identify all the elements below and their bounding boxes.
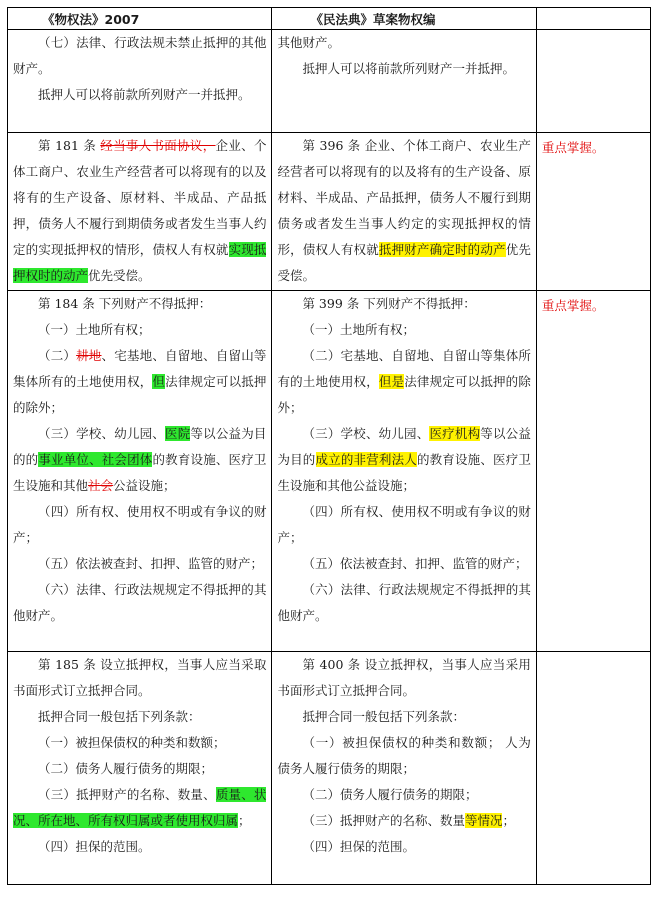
paragraph: （七）法律、行政法规未禁止抵押的其他财产。 (13, 35, 267, 77)
cell-note (536, 132, 650, 290)
text: （三）抵押财产的名称、数量、 (38, 787, 216, 803)
highlight-green: 实现抵押权时的动产 (13, 241, 267, 283)
note-text: 重点掌握。 (541, 139, 605, 155)
paragraph: （五）依法被查封、扣押、监管的财产； (38, 555, 264, 571)
highlight-yellow: 医疗机构 (429, 425, 481, 441)
paragraph: （四）所有权、使用权不明或有争议的财产； (277, 503, 531, 545)
article-title: 第 399 条 下列财产不得抵押： (302, 295, 476, 311)
table-row (8, 290, 651, 651)
text: 的教育设施、医疗卫生设施和其他公益设施； (277, 451, 531, 493)
paragraph: （四）所有权、使用权不明或有争议的财产； (13, 503, 267, 545)
text: 第 396 条 企业、个体工商户、农业生产经营者可以将现有的以及将有的生产设备、原材料、半成品、产品抵押，债务人不履行到期债务或者发生当事人约定的实现抵押权的情形，债权人有权就 (277, 137, 531, 257)
highlight-green: 医院 (165, 425, 191, 441)
paragraph (13, 133, 266, 289)
table-row (8, 30, 651, 133)
paragraph: （四）担保的范围。 (38, 839, 151, 855)
table-row (8, 652, 651, 885)
table-row (8, 132, 651, 290)
paragraph: （六）法律、行政法规规定不得抵押的其他财产。 (13, 581, 267, 623)
deleted-text: 经当事人书面协议， (100, 137, 216, 153)
cell-right (272, 132, 536, 290)
paragraph: （一）被担保债权的种类和数额； (38, 735, 226, 751)
text: 优先受偿。 (88, 267, 151, 283)
paragraph: 抵押人可以将前款所列财产一并抵押。 (302, 61, 515, 77)
header-col-notes (536, 8, 650, 30)
article-title: 第 400 条 设立抵押权，当事人应当采用书面形式订立抵押合同。 (277, 657, 531, 699)
deleted-text: 社会 (88, 477, 114, 493)
paragraph (277, 421, 530, 499)
highlight-yellow: 抵押财产确定时的动产 (378, 241, 506, 257)
article-title: 第 184 条 下列财产不得抵押： (38, 295, 212, 311)
paragraph: （一）被担保债权的种类和数额； 人为债务人履行债务的期限； (277, 735, 531, 777)
paragraph: （五）依法被查封、扣押、监管的财产； (302, 555, 528, 571)
text: （三）学校、幼儿园、 (302, 425, 430, 441)
deleted-text: 耕地 (76, 347, 102, 363)
note-text: 重点掌握。 (541, 297, 605, 313)
paragraph: 抵押合同一般包括下列条款： (38, 709, 201, 725)
cell-left (8, 132, 272, 290)
paragraph (13, 343, 266, 421)
header-row (8, 8, 651, 30)
text: （三）学校、幼儿园、 (38, 425, 166, 441)
highlight-yellow: 等情况 (464, 813, 503, 829)
cell-left (8, 290, 272, 651)
paragraph: 抵押合同一般包括下列条款： (302, 709, 465, 725)
highlight-yellow: 但是 (378, 373, 405, 389)
text: 等以公益为目的 (277, 425, 531, 467)
header-col-civil-code: 《民法典》草案物权编 (272, 8, 536, 30)
highlight-yellow: 成立的非营利法人 (315, 451, 417, 467)
paragraph: （一）土地所有权； (302, 321, 415, 337)
highlight-green: 事业单位、社会团体 (38, 451, 153, 467)
text: 企业、个体工商户、农业生产经营者可以将现有的以及将有的生产设备、原材料、半成品、产品抵押，债务人不履行到期债务或者发生当事人约定的实现抵押权的情形，债权人有权就 (13, 137, 267, 257)
text: 法律规定可以抵押的除外； (277, 373, 531, 415)
text: 第 181 条 (38, 137, 101, 153)
cell-right (272, 290, 536, 651)
text: 、宅基地、自留地、自留山等集体所有的土地使用权， (13, 347, 267, 389)
paragraph: （一）土地所有权； (38, 321, 151, 337)
text: ； (502, 813, 515, 829)
paragraph (277, 133, 530, 289)
cell-note (536, 30, 650, 133)
cell-left (8, 652, 272, 885)
text: 等以公益为目的的 (13, 425, 267, 467)
header-col-property-law: 《物权法》2007 (8, 8, 272, 30)
cell-right (272, 652, 536, 885)
comparison-table (7, 7, 651, 885)
paragraph: 其他财产。 (277, 35, 340, 51)
highlight-green: 质量、状况、所在地、所有权归属或者使用权归属 (13, 787, 267, 829)
paragraph (277, 343, 530, 421)
paragraph (277, 808, 530, 834)
cell-right (272, 30, 536, 133)
cell-left (8, 30, 272, 133)
paragraph: 抵押人可以将前款所列财产一并抵押。 (38, 87, 251, 103)
text: 的教育设施、医疗卫生设施和其他 (13, 451, 267, 493)
article-title: 第 185 条 设立抵押权，当事人应当采取书面形式订立抵押合同。 (13, 657, 267, 699)
paragraph (13, 782, 266, 834)
highlight-green: 但 (152, 373, 166, 389)
text: ； (238, 813, 251, 829)
text: （二） (38, 347, 77, 363)
paragraph: （四）担保的范围。 (302, 839, 415, 855)
text: （二）宅基地、自留地、自留山等集体所有的土地使用权， (277, 347, 531, 389)
paragraph: （六）法律、行政法规规定不得抵押的其他财产。 (277, 581, 531, 623)
paragraph: （二）债务人履行债务的期限； (302, 787, 478, 803)
cell-note (536, 652, 650, 885)
text: 公益设施； (113, 477, 176, 493)
paragraph: （二）债务人履行债务的期限； (38, 761, 214, 777)
text: 法律规定可以抵押的除外； (13, 373, 267, 415)
paragraph (13, 421, 266, 499)
cell-note (536, 290, 650, 651)
text: （三）抵押财产的名称、数量 (302, 813, 465, 829)
text: 优先受偿。 (277, 241, 531, 283)
